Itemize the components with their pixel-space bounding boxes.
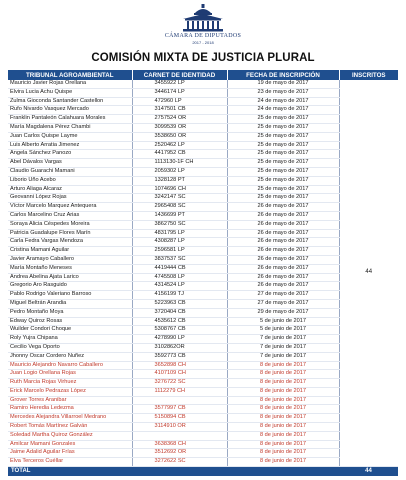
table-footer xyxy=(8,467,398,477)
registration-date: 26 de mayo de 2017 xyxy=(227,282,339,291)
applicant-ci: 4535612 CB xyxy=(132,317,227,326)
applicant-ci: 3720404 CB xyxy=(132,308,227,317)
applicant-name: Roly Yujra Chipana xyxy=(8,335,132,344)
column-header-inscritos: INSCRITOS xyxy=(339,70,398,80)
applicant-name: Grover Torres Aranibar xyxy=(8,396,132,405)
registration-date: 25 de mayo de 2017 xyxy=(227,185,339,194)
registration-date: 24 de mayo de 2017 xyxy=(227,106,339,115)
applicant-ci: 3099539 OR xyxy=(132,123,227,132)
registration-date: 23 de mayo de 2017 xyxy=(227,88,339,97)
registration-date: 7 de junio de 2017 xyxy=(227,335,339,344)
applicant-name: Miguel Beltrán Arandia xyxy=(8,299,132,308)
registration-date: 26 de mayo de 2017 xyxy=(227,211,339,220)
applicant-name: Soraya Alicia Céspedes Moreira xyxy=(8,220,132,229)
registration-date: 27 de mayo de 2017 xyxy=(227,291,339,300)
applicant-name: Mercedes Alejandra Villarroel Medrano xyxy=(8,414,132,423)
table-row xyxy=(8,80,398,88)
applicant-name: Juan Logio Orellana Rojas xyxy=(8,370,132,379)
applicant-name: Edway Quiroz Rosas xyxy=(8,317,132,326)
registration-date: 29 de mayo de 2017 xyxy=(227,308,339,317)
applicant-name: Ángela Sánchez Panozo xyxy=(8,150,132,159)
applicant-ci: 2596581 LP xyxy=(132,247,227,256)
applicant-name: Zulma Gioconda Santander Castellon xyxy=(8,97,132,106)
registration-date: 5 de junio de 2017 xyxy=(227,317,339,326)
applicant-ci xyxy=(132,396,227,405)
table-header xyxy=(8,70,398,80)
column-header-date: FECHA DE INSCRIPCIÓN xyxy=(227,70,339,80)
registration-date: 8 de junio de 2017 xyxy=(227,405,339,414)
applicant-ci: 3577997 CB xyxy=(132,405,227,414)
registration-date: 8 de junio de 2017 xyxy=(227,387,339,396)
registration-date: 8 de junio de 2017 xyxy=(227,396,339,405)
applicant-name: Javier Aramayo Caballero xyxy=(8,255,132,264)
applicant-ci: 2757524 OR xyxy=(132,115,227,124)
applicant-name: Carlos Marcelino Cruz Arias xyxy=(8,211,132,220)
applicant-ci: 3837537 SC xyxy=(132,255,227,264)
registration-date: 25 de mayo de 2017 xyxy=(227,159,339,168)
registration-date: 8 de junio de 2017 xyxy=(227,370,339,379)
applicant-name: Robert Tomás Martínez Galván xyxy=(8,423,132,432)
applicant-ci: 3538650 OR xyxy=(132,132,227,141)
applicant-ci: 5223963 CB xyxy=(132,299,227,308)
applicant-ci: 3102862OR xyxy=(132,343,227,352)
registration-date: 8 de junio de 2017 xyxy=(227,423,339,432)
applicant-ci xyxy=(132,431,227,440)
applicant-ci: 2059302 LP xyxy=(132,167,227,176)
applicant-ci: 3512692 OR xyxy=(132,449,227,458)
applicant-ci: 2965408 SC xyxy=(132,203,227,212)
applicant-ci: 3114910 OR xyxy=(132,423,227,432)
registration-date: 25 de mayo de 2017 xyxy=(227,123,339,132)
applicant-ci: 1074696 CH xyxy=(132,185,227,194)
applicant-name: Andrea Abelina Ajata Larico xyxy=(8,273,132,282)
registration-date: 27 de mayo de 2017 xyxy=(227,299,339,308)
chamber-logo xyxy=(0,4,406,48)
applicant-name: Víctor Marcelo Marquez Antequera xyxy=(8,203,132,212)
applicant-name: Cristina Mamani Aguilar xyxy=(8,247,132,256)
registration-date: 26 de mayo de 2017 xyxy=(227,220,339,229)
applicant-ci: 5150894 CB xyxy=(132,414,227,423)
registration-date: 8 de junio de 2017 xyxy=(227,379,339,388)
registration-date: 7 de junio de 2017 xyxy=(227,352,339,361)
applicant-ci: 3242147 SC xyxy=(132,194,227,203)
applicant-ci: 4745508 LP xyxy=(132,273,227,282)
column-header-tribunal: TRIBUNAL AGROAMBIENTAL xyxy=(8,70,132,80)
legislative-period: 2017 - 2018 xyxy=(192,40,214,45)
total-value: 44 xyxy=(339,467,398,477)
applicant-ci: 3276722 SC xyxy=(132,379,227,388)
registration-date: 8 de junio de 2017 xyxy=(227,414,339,423)
applicant-ci: 3446174 LP xyxy=(132,88,227,97)
applicant-name: Arturo Aliaga Alcaraz xyxy=(8,185,132,194)
applicant-name: Cecilio Vega Oporto xyxy=(8,343,132,352)
applicant-ci: 3272622 SC xyxy=(132,458,227,467)
applicant-ci: 4419444 CB xyxy=(132,264,227,273)
registration-date: 8 de junio de 2017 xyxy=(227,458,339,467)
applicant-ci: 4308287 LP xyxy=(132,238,227,247)
registration-date: 25 de mayo de 2017 xyxy=(227,167,339,176)
applicant-ci: 472960 LP xyxy=(132,97,227,106)
applicant-name: Amilcar Mamani Gonzales xyxy=(8,440,132,449)
registration-date: 26 de mayo de 2017 xyxy=(227,229,339,238)
applicant-name: Mauricio Alejandro Navarro Caballero xyxy=(8,361,132,370)
applicant-name: Rufo Nivardo Vasquez Mercado xyxy=(8,106,132,115)
table-body xyxy=(8,80,398,467)
applicant-ci: 1113130-1F CH xyxy=(132,159,227,168)
applicant-ci: 4278990 LP xyxy=(132,335,227,344)
applicant-ci: 4314524 LP xyxy=(132,282,227,291)
registration-date: 26 de mayo de 2017 xyxy=(227,238,339,247)
applicant-name: Soledad Martha Quiroz González xyxy=(8,431,132,440)
applicant-ci: 1112279 CH xyxy=(132,387,227,396)
registration-date: 25 de mayo de 2017 xyxy=(227,194,339,203)
inscritos-count: 44 xyxy=(339,80,398,467)
applicant-name: Elva Terceros Cuéllar xyxy=(8,458,132,467)
registration-date: 5 de junio de 2017 xyxy=(227,326,339,335)
registration-date: 8 de junio de 2017 xyxy=(227,440,339,449)
applicant-name: Pablo Rodrigo Valeriano Barroso xyxy=(8,291,132,300)
registration-date: 26 de mayo de 2017 xyxy=(227,273,339,282)
total-label: TOTAL xyxy=(8,467,339,477)
applicant-name: María Montaño Meneses xyxy=(8,264,132,273)
registration-date: 25 de mayo de 2017 xyxy=(227,176,339,185)
applicant-ci: 4156199 TJ xyxy=(132,291,227,300)
registration-date: 8 de junio de 2017 xyxy=(227,449,339,458)
registration-date: 26 de mayo de 2017 xyxy=(227,255,339,264)
column-header-ci: CARNET DE IDENTIDAD xyxy=(132,70,227,80)
applicant-name: Ramiro Heredia Ledezma xyxy=(8,405,132,414)
applicant-name: María Magdalena Pérez Chambi xyxy=(8,123,132,132)
applicant-name: Wuilder Condori Choque xyxy=(8,326,132,335)
applicant-ci: 3652898 CH xyxy=(132,361,227,370)
registration-date: 25 de mayo de 2017 xyxy=(227,132,339,141)
applicant-ci: 1328128 PT xyxy=(132,176,227,185)
applicant-name: Abel Dávalos Vargas xyxy=(8,159,132,168)
applicant-ci: 2520462 LP xyxy=(132,141,227,150)
applicant-ci: 5308767 CB xyxy=(132,326,227,335)
applicant-ci: 1436699 PT xyxy=(132,211,227,220)
org-name: CÁMARA DE DIPUTADOS xyxy=(164,33,242,39)
applicant-name: Patricia Guadalupe Flores Marín xyxy=(8,229,132,238)
registration-date: 25 de mayo de 2017 xyxy=(227,141,339,150)
applicant-name: Carla Fedra Vargas Mendoza xyxy=(8,238,132,247)
applicant-name: Franklin Pantaleón Calahuara Morales xyxy=(8,115,132,124)
applicant-ci: 3455922 LP xyxy=(132,80,227,88)
legislative-building-icon xyxy=(180,4,226,32)
applicants-table xyxy=(8,70,398,476)
applicant-name: Jhonny Oscar Cordero Nuñez xyxy=(8,352,132,361)
applicant-ci: 4417952 CB xyxy=(132,150,227,159)
registration-date: 25 de mayo de 2017 xyxy=(227,150,339,159)
applicant-name: Pedro Montaño Moya xyxy=(8,308,132,317)
registration-date: 8 de junio de 2017 xyxy=(227,361,339,370)
applicant-name: Luis Alberto Arratia Jimenez xyxy=(8,141,132,150)
applicant-name: Mauricio Javier Rojas Orellana xyxy=(8,80,132,88)
applicant-ci: 3592773 CB xyxy=(132,352,227,361)
applicant-name: Juan Carlos Quispe Layme xyxy=(8,132,132,141)
registration-date: 26 de mayo de 2017 xyxy=(227,264,339,273)
applicant-ci: 4107109 CH xyxy=(132,370,227,379)
applicant-name: Gregorio Aro Rasguido xyxy=(8,282,132,291)
page-title: COMISIÓN MIXTA DE JUSTICIA PLURAL xyxy=(91,52,315,64)
applicant-name: Erick Marcelo Pedrazas López xyxy=(8,387,132,396)
registration-date: 26 de mayo de 2017 xyxy=(227,247,339,256)
registration-date: 25 de mayo de 2017 xyxy=(227,115,339,124)
registration-date: 26 de mayo de 2017 xyxy=(227,203,339,212)
applicant-name: Claudio Guarachi Mamani xyxy=(8,167,132,176)
applicant-name: Ruth Marcia Rojas Virhuez xyxy=(8,379,132,388)
applicant-name: Liborio Uño Acebo xyxy=(8,176,132,185)
registration-date: 7 de junio de 2017 xyxy=(227,343,339,352)
registration-date: 8 de junio de 2017 xyxy=(227,431,339,440)
applicant-name: Geovanni López Rojas xyxy=(8,194,132,203)
applicant-ci: 3147501 CB xyxy=(132,106,227,115)
applicant-name: Elvira Lucia Achu Quispe xyxy=(8,88,132,97)
applicant-name: Jaime Adalid Aguilar Frías xyxy=(8,449,132,458)
applicant-ci: 3862750 SC xyxy=(132,220,227,229)
registration-date: 24 de mayo de 2017 xyxy=(227,97,339,106)
applicant-ci: 3638368 CH xyxy=(132,440,227,449)
applicant-ci: 4831795 LP xyxy=(132,229,227,238)
registration-date: 19 de mayo de 2017 xyxy=(227,80,339,88)
